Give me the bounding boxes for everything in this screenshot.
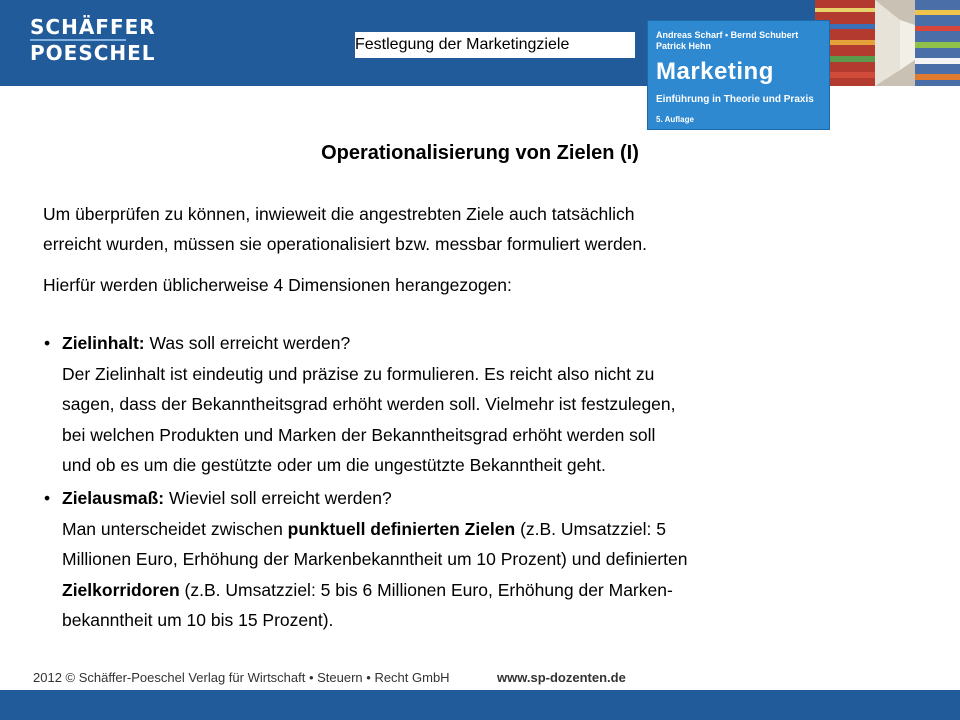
bullet-line: Der Zielinhalt ist eindeutig und präzise zu formulieren. Es reicht also nicht zu <box>62 363 655 384</box>
intro-line-1: Um überprüfen zu können, inwieweit die angestrebten Ziele auch tatsächlich <box>43 204 635 224</box>
bullet-line <box>62 575 922 606</box>
bullet-heading <box>62 328 922 359</box>
bullet-line: bekanntheit um 10 bis 15 Prozent). <box>62 610 334 630</box>
slide-title: Operationalisierung von Zielen (I) <box>321 142 639 164</box>
bullet-text <box>62 328 922 481</box>
intro-line-2: erreicht wurden, müssen sie operationalisiert bzw. messbar formuliert werden. <box>43 234 648 254</box>
book-cover <box>647 20 830 130</box>
bold-term: punktuell definierten Zielen <box>287 518 516 539</box>
book-authors <box>656 30 798 52</box>
book-authors-line-1: Andreas Scharf • Bernd Schubert <box>656 30 799 40</box>
bullet-text <box>62 483 922 636</box>
footer-copyright: 2012 © Schäffer-Poeschel Verlag für Wirtschaft • Steuern • Recht GmbH <box>33 670 450 685</box>
bullet-question: Was soll erreicht werden? <box>144 333 351 353</box>
bullet-line <box>62 514 922 545</box>
supermarket-photo <box>815 0 960 86</box>
bullet-heading <box>62 483 922 514</box>
text-run: (z.B. Umsatzziel: 5 bis 6 Millionen Euro, Erhöhung der Marken- <box>179 579 673 600</box>
bullet-question: Wieviel soll erreicht werden? <box>164 488 392 508</box>
book-edition: 5. Auflage <box>656 115 694 124</box>
dimensions-intro: Hierfür werden üblicherweise 4 Dimensionen herangezogen: <box>43 275 512 295</box>
text-run: Man unterscheidet zwischen <box>62 518 288 539</box>
publisher-logo <box>30 16 156 64</box>
book-title: Marketing <box>656 58 774 85</box>
header-title: Festlegung der Marketingziele <box>355 32 635 58</box>
bullet-term: Zielausmaß: <box>62 488 165 508</box>
bold-term: Zielkorridoren <box>62 579 180 600</box>
book-subtitle: Einführung in Theorie und Praxis <box>656 94 814 105</box>
bullet-line: sagen, dass der Bekanntheitsgrad erhöht werden soll. Vielmehr ist festzulegen, <box>62 394 676 414</box>
logo-line-1: SCHÄFFER <box>30 15 156 39</box>
bullet-dot: • <box>44 333 51 353</box>
intro-paragraph <box>43 199 903 259</box>
bullet-term: Zielinhalt: <box>62 333 145 353</box>
bullet-line: Millionen Euro, Erhöhung der Markenbekanntheit um 10 Prozent) und definierten <box>62 549 688 569</box>
book-authors-line-2: Patrick Hehn <box>656 41 712 51</box>
text-run: (z.B. Umsatzziel: 5 <box>515 518 666 539</box>
footer-bar <box>0 690 960 720</box>
logo-line-2: POESCHEL <box>30 41 156 65</box>
bullet-line: und ob es um die gestützte oder um die ungestützte Bekanntheit geht. <box>62 455 606 475</box>
bullet-dot: • <box>44 488 51 508</box>
footer-url[interactable]: www.sp-dozenten.de <box>497 670 626 685</box>
bullet-line: bei welchen Produkten und Marken der Bekanntheitsgrad erhöht werden soll <box>62 424 656 445</box>
